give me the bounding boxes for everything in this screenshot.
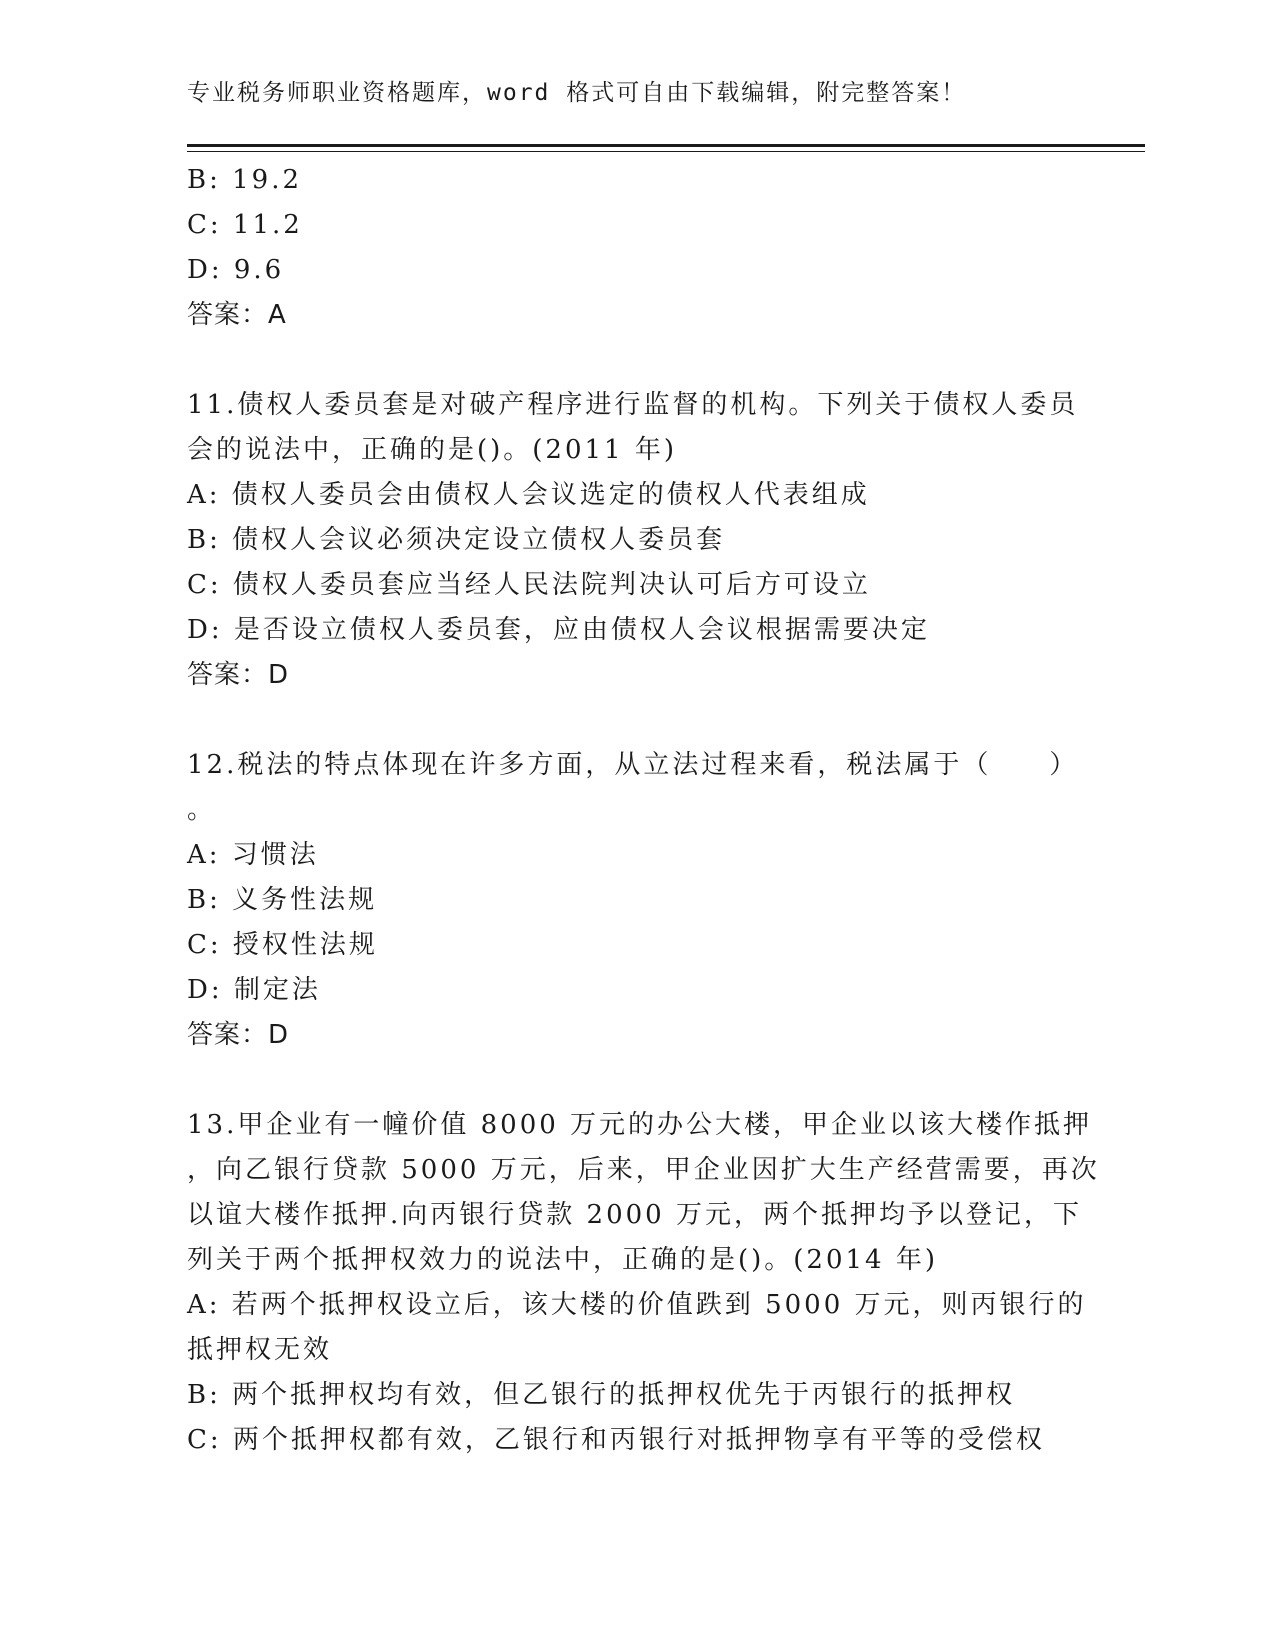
question-stem: ，向乙银行贷款 5000 万元，后来，甲企业因扩大生产经营需要，再次 [187, 1155, 1100, 1185]
question-stem: 以谊大楼作抵押.向丙银行贷款 2000 万元，两个抵押均予以登记，下 [187, 1200, 1082, 1230]
page-header: 专业税务师职业资格题库，word 格式可自由下载编辑，附完整答案！ [187, 80, 967, 106]
option-c: C: 两个抵押权都有效，乙银行和丙银行对抵押物享有平等的受偿权 [187, 1425, 1045, 1455]
option-a: A: 习惯法 [187, 840, 319, 870]
option-c: C: 授权性法规 [187, 930, 378, 960]
spacer [187, 1058, 1087, 1103]
question-stem: 13.甲企业有一幢价值 8000 万元的办公大楼，甲企业以该大楼作抵押 [187, 1110, 1093, 1140]
option-b: B: 义务性法规 [187, 885, 378, 915]
option-d: D: 9.6 [187, 255, 285, 285]
option-a: A: 若两个抵押权设立后，该大楼的价值跌到 5000 万元，则丙银行的 [187, 1290, 1087, 1320]
header-rule-thin [187, 151, 1145, 152]
option-c: C: 11.2 [187, 210, 303, 240]
answer-line: 答案：D [187, 1020, 290, 1050]
option-a: A: 债权人委员会由债权人会议选定的债权人代表组成 [187, 480, 870, 510]
option-b: B: 债权人会议必须决定设立债权人委员套 [187, 525, 726, 555]
option-c: C: 债权人委员套应当经人民法院判决认可后方可设立 [187, 570, 871, 600]
question-stem: 列关于两个抵押权效力的说法中，正确的是()。(2014 年) [187, 1245, 939, 1275]
question-stem: 11.债权人委员套是对破产程序进行监督的机构。下列关于债权人委员 [187, 390, 1079, 420]
option-b: B: 两个抵押权均有效，但乙银行的抵押权优先于丙银行的抵押权 [187, 1380, 1016, 1410]
header-rule-thick [187, 144, 1145, 147]
option-b: B: 19.2 [187, 165, 303, 195]
option-a-continued: 抵押权无效 [187, 1335, 333, 1365]
answer-line: 答案：A [187, 300, 287, 330]
option-d: D: 是否设立债权人委员套，应由债权人会议根据需要决定 [187, 615, 930, 645]
question-content [187, 158, 1100, 1463]
option-d: D: 制定法 [187, 975, 321, 1005]
question-stem: 会的说法中，正确的是()。(2011 年) [187, 435, 678, 465]
spacer [187, 698, 1087, 743]
question-stem: 。 [187, 795, 217, 825]
answer-line: 答案：D [187, 660, 290, 690]
spacer [187, 338, 1087, 383]
question-stem: 12.税法的特点体现在许多方面，从立法过程来看，税法属于（ ） [187, 750, 1079, 780]
